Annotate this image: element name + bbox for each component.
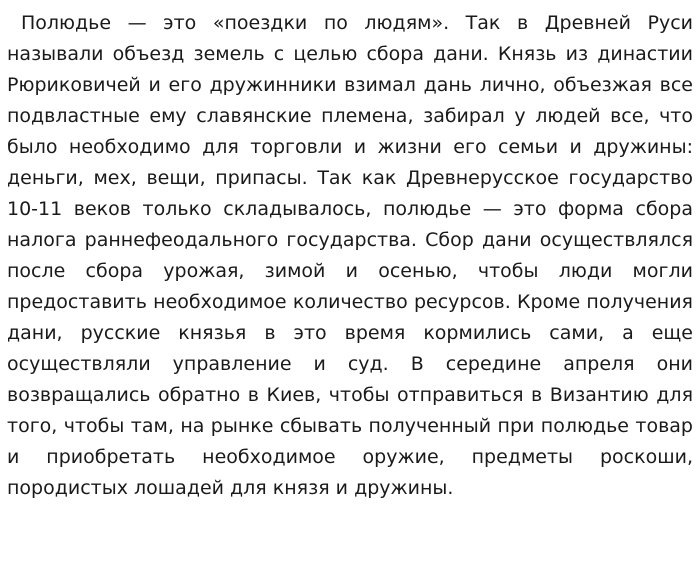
body-paragraph: Полюдье — это «поездки по людям». Так в Древней Руси называли объезд земель с целью сбора дани. Князь из династии Рюриковичей и его дружинники взимал дань лично, объезжая все подвластные ему славянские племена, забирал у людей все, что было необходимо для торговли и жизни его семьи и дружины: деньги, мех, вещи, припасы. Так как Древнерусское государство 10-11 веков только складывалось, полюдье — это форма сбора налога раннефеодального государства. Сбор дани осуществлялся после сбора урожая, зимой и осенью, чтобы люди могли предоставить необходимое количество ресурсов. Кроме получения дани, русские князья в это время кормились сами, а еще осуществляли управление и суд. В середине апреля они возвращались обратно в Киев, чтобы отправиться в Византию для того, чтобы там, на рынке сбывать полученный при полюдье товар и приобретать необходимое оружие, предметы роскоши, породистых лошадей для князя и дружины. [7,12,693,499]
document-page [7,8,693,504]
